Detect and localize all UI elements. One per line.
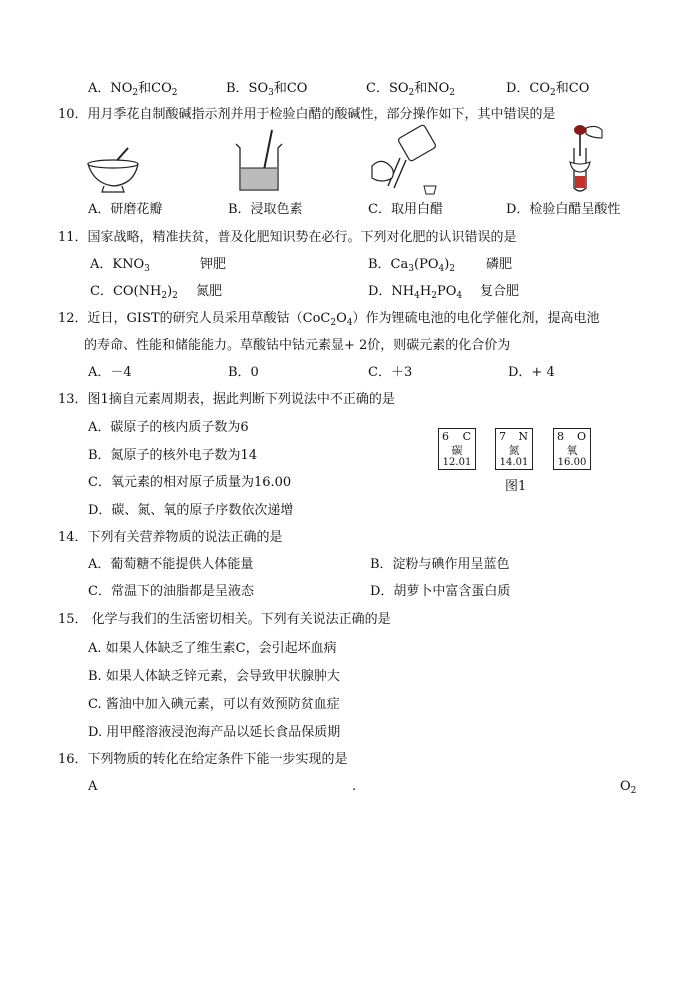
q11-option-b: B．$Ca_3(PO_4)_2$	[368, 257, 456, 274]
q11-option-d: D．$NH_4H_2PO_4$	[368, 284, 463, 301]
q14-option-a: A．葡萄糖不能提供人体能量	[88, 557, 254, 572]
q13-option-d: D．碳、氮、氧的原子序数依次递增	[88, 503, 294, 518]
q14-option-c: C．常温下的油脂都是呈液态	[88, 584, 254, 599]
beaker-stirring-icon	[232, 128, 284, 194]
q10-stem: 10．用月季花自制酸碱指示剂并用于检验白醋的酸碱性，部分操作如下，其中错误的是	[58, 107, 556, 122]
mortar-pestle-icon	[84, 144, 142, 194]
q15-option-c: C. 酱油中加入碘元素，可以有效预防贫血症	[88, 697, 340, 712]
q14-stem: 14．下列有关营养物质的说法正确的是	[58, 530, 283, 545]
q15-option-b: B. 如果人体缺乏锌元素，会导致甲状腺肿大	[88, 669, 340, 684]
q9-option-b: B．$SO_3$和CO	[226, 81, 308, 98]
q13-stem: 13．图1摘自元素周期表，据此判断下列说法中不正确的是	[58, 392, 395, 407]
q10-option-b: B．浸取色素	[228, 202, 303, 217]
q12-option-c: C．＋3	[368, 365, 413, 380]
pouring-test-tube-icon	[362, 124, 446, 198]
q9-option-c: C．$SO_2$和$NO_2$	[366, 81, 456, 98]
q13-option-b: B．氮原子的核外电子数为14	[88, 448, 258, 463]
q11-option-d-type: 复合肥	[480, 284, 520, 299]
q15-option-a: A. 如果人体缺乏了维生素C，会引起坏血病	[88, 641, 337, 656]
q12-option-b: B．0	[228, 365, 259, 380]
q16-stem: 16．下列物质的转化在给定条件下能一步实现的是	[58, 752, 348, 767]
q11-option-c: C．$CO(NH_2)_2$	[90, 284, 178, 301]
q9-option-a: A．$NO_2$和$CO_2$	[88, 81, 178, 98]
q15-stem: 15． 化学与我们的生活密切相关。下列有关说法正确的是	[58, 612, 391, 627]
q13-option-a: A．碳原子的核内质子数为6	[88, 420, 249, 435]
q11-option-a-type: 钾肥	[200, 257, 227, 272]
dropper-test-tube-icon	[560, 122, 604, 196]
q13-option-c: C．氧元素的相对原子质量为16.00	[88, 475, 292, 490]
q10-option-a: A．研磨花瓣	[88, 202, 163, 217]
q12-option-d: D．+ 4	[508, 365, 555, 380]
q10-option-d: D．检验白醋呈酸性	[506, 202, 621, 217]
q15-option-d: D. 用甲醛溶液浸泡海产品以延长食品保质期	[88, 725, 341, 740]
q12-option-a: A．－4	[88, 365, 132, 380]
figure-caption: 图1	[505, 479, 527, 494]
q16-dot: .	[352, 779, 357, 794]
element-card-nitrogen: 7 N 氮 14.01	[495, 428, 533, 470]
q14-option-d: D．胡萝卜中富含蛋白质	[370, 584, 511, 599]
q16-oxygen: $O_2$	[620, 779, 637, 796]
q16-option-a: A	[88, 779, 98, 794]
q12-stem-line2: 的寿命、性能和储能能力。草酸钴中钴元素显+ 2价，则碳元素的化合价为	[84, 338, 511, 353]
q11-option-b-type: 磷肥	[486, 257, 513, 272]
element-card-carbon: 6 C 碳 12.01	[438, 428, 476, 470]
q10-option-c: C．取用白醋	[368, 202, 443, 217]
q11-stem: 11．国家战略，精准扶贫，普及化肥知识势在必行。下列对化肥的认识错误的是	[58, 230, 517, 245]
element-card-oxygen: 8 O 氧 16.00	[553, 428, 591, 470]
q11-option-c-type: 氮肥	[196, 284, 223, 299]
q9-option-d: D．$CO_2$和CO	[506, 81, 590, 98]
q11-option-a: A．$KNO_3$	[90, 257, 150, 274]
q14-option-b: B．淀粉与碘作用呈蓝色	[370, 557, 510, 572]
q12-stem-line1: 12．近日，GIST的研究人员采用草酸钴$(CoC_2O_4)$作为锂硫电池的电化学催化剂，提高电池	[58, 311, 600, 328]
